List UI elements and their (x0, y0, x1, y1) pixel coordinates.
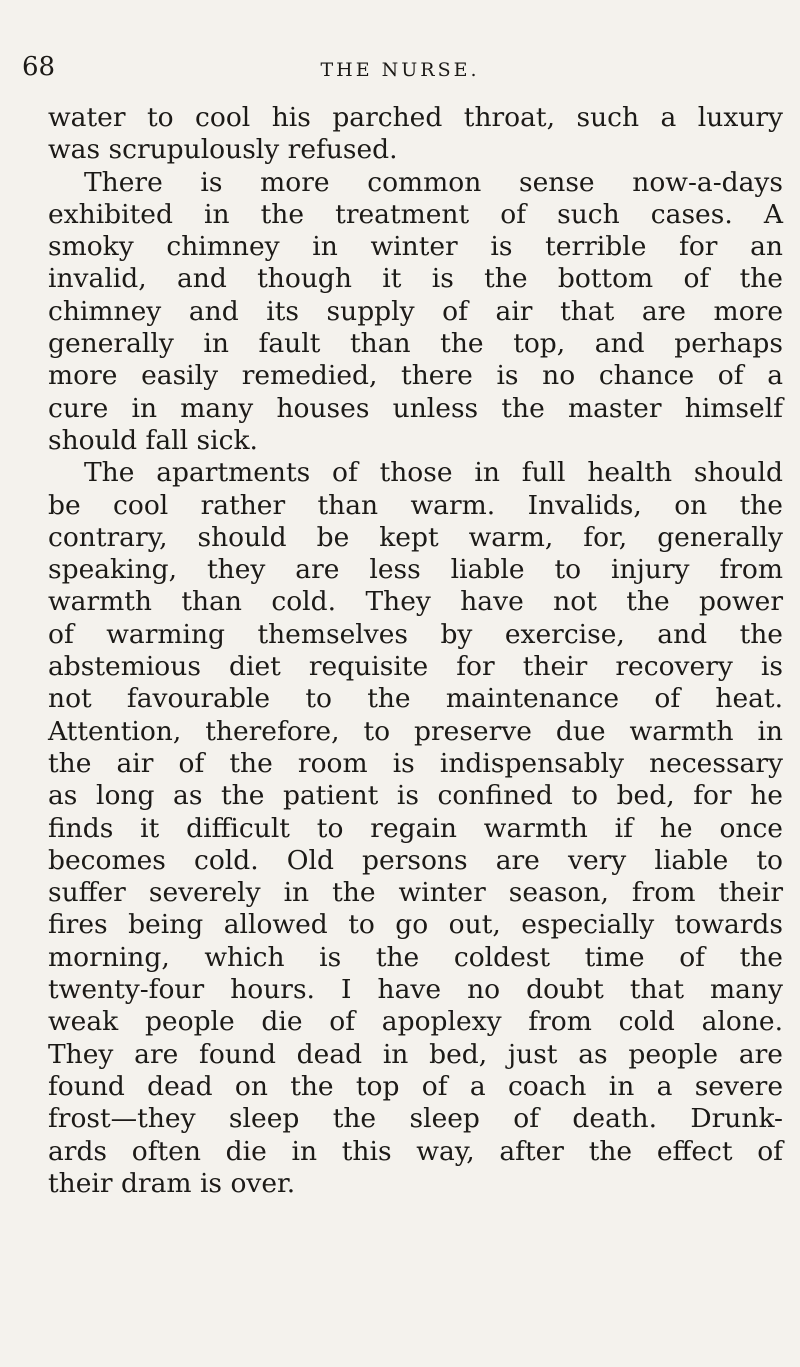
text-line: the air of the room is indispensably necessary (48, 747, 783, 779)
text-line: chimney and its supply of air that are more (48, 295, 783, 327)
text-line: be cool rather than warm. Invalids, on the (48, 489, 783, 521)
text-line: invalid, and though it is the bottom of the (48, 263, 783, 295)
text-line: becomes cold. Old persons are very liable to (48, 844, 783, 876)
text-line: frost—they sleep the sleep of death. Drunk- (48, 1103, 783, 1135)
text-line: should fall sick. (48, 424, 258, 456)
text-line: The apartments of those in full health should (84, 457, 783, 489)
text-line: ards often die in this way, after the effect of (48, 1135, 783, 1167)
text-line: not favourable to the maintenance of heat. (48, 683, 783, 715)
text-line: water to cool his parched throat, such a luxury (48, 102, 783, 133)
text-line: was scrupulously refused. (48, 134, 398, 166)
text-line: twenty-four hours. I have no doubt that many (48, 974, 783, 1006)
text-line: speaking, they are less liable to injury from (48, 554, 783, 586)
text-line: as long as the patient is confined to bed, for he (48, 780, 783, 812)
text-line: their dram is over. (48, 1167, 296, 1199)
text-line: abstemious diet requisite for their recovery is (48, 651, 783, 683)
body-text (48, 102, 783, 1200)
text-line: There is more common sense now-a-days (84, 166, 783, 198)
text-line: warmth than cold. They have not the power (48, 586, 783, 618)
text-line: found dead on the top of a coach in a severe (48, 1070, 783, 1102)
running-title: THE NURSE. (320, 59, 480, 81)
text-line: They are found dead in bed, just as people are (48, 1038, 783, 1070)
text-line: Attention, therefore, to preserve due warmth in (48, 715, 783, 747)
text-line: morning, which is the coldest time of the (48, 941, 783, 973)
text-line: finds it difficult to regain warmth if he once (48, 812, 783, 844)
text-line: more easily remedied, there is no chance of a (48, 360, 783, 392)
text-line: generally in fault than the top, and perhaps (48, 328, 783, 360)
text-line: contrary, should be kept warm, for, generally (48, 521, 783, 553)
page-number: 68 (22, 52, 56, 82)
text-line: weak people die of apoplexy from cold alone. (48, 1006, 783, 1038)
text-line: of warming themselves by exercise, and the (48, 618, 783, 650)
text-line: smoky chimney in winter is terrible for an (48, 231, 783, 263)
text-line: suffer severely in the winter season, from their (48, 877, 783, 909)
text-line: cure in many houses unless the master himself (48, 392, 783, 424)
text-line: exhibited in the treatment of such cases. A (48, 198, 783, 230)
text-line: fires being allowed to go out, especially towards (48, 909, 783, 941)
